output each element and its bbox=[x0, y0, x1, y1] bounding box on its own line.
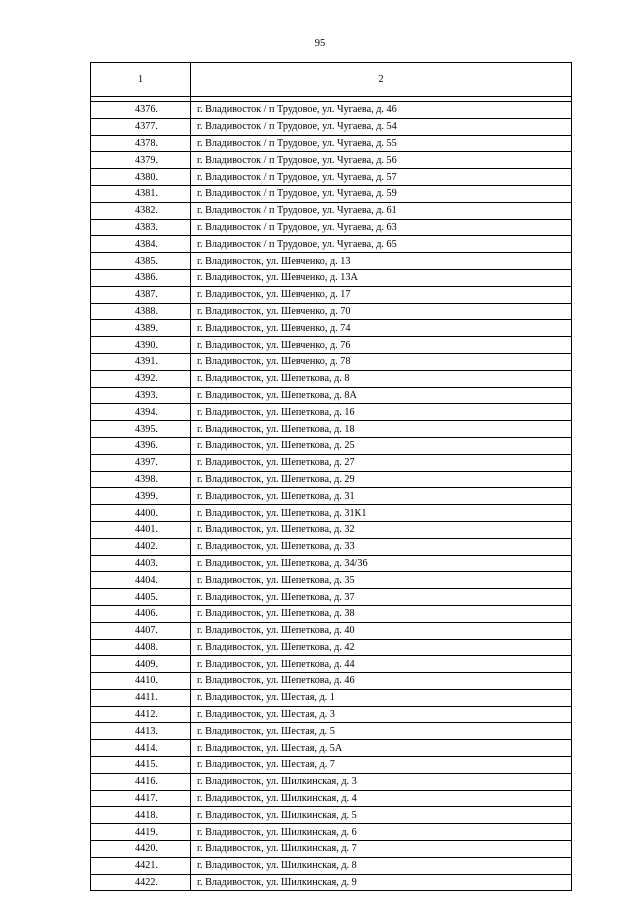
table-row bbox=[91, 236, 572, 253]
row-address: г. Владивосток, ул. Шепеткова, д. 8 bbox=[191, 370, 572, 387]
row-number: 4415. bbox=[91, 757, 191, 774]
table-row bbox=[91, 874, 572, 891]
row-address: г. Владивосток, ул. Шевченко, д. 13 bbox=[191, 253, 572, 270]
table-row bbox=[91, 538, 572, 555]
table-row bbox=[91, 169, 572, 186]
table-row bbox=[91, 404, 572, 421]
row-number: 4417. bbox=[91, 790, 191, 807]
table-header-row bbox=[91, 63, 572, 97]
row-address: г. Владивосток, ул. Шепеткова, д. 34/36 bbox=[191, 555, 572, 572]
row-number: 4397. bbox=[91, 454, 191, 471]
table-row bbox=[91, 353, 572, 370]
row-number: 4393. bbox=[91, 387, 191, 404]
row-address: г. Владивосток, ул. Шепеткова, д. 31К1 bbox=[191, 505, 572, 522]
row-number: 4386. bbox=[91, 269, 191, 286]
row-address: г. Владивосток, ул. Шепеткова, д. 33 bbox=[191, 538, 572, 555]
row-address: г. Владивосток, ул. Шестая, д. 7 bbox=[191, 757, 572, 774]
table-row bbox=[91, 118, 572, 135]
row-address: г. Владивосток, ул. Шепеткова, д. 8А bbox=[191, 387, 572, 404]
row-address: г. Владивосток, ул. Шевченко, д. 76 bbox=[191, 337, 572, 354]
table-row bbox=[91, 706, 572, 723]
row-address: г. Владивосток, ул. Шилкинская, д. 4 bbox=[191, 790, 572, 807]
table-row bbox=[91, 421, 572, 438]
row-address: г. Владивосток, ул. Шилкинская, д. 5 bbox=[191, 807, 572, 824]
row-address: г. Владивосток, ул. Шепеткова, д. 18 bbox=[191, 421, 572, 438]
row-address: г. Владивосток, ул. Шилкинская, д. 8 bbox=[191, 857, 572, 874]
row-address: г. Владивосток, ул. Шестая, д. 5 bbox=[191, 723, 572, 740]
row-address: г. Владивосток / п Трудовое, ул. Чугаева, д. 61 bbox=[191, 202, 572, 219]
table-row bbox=[91, 555, 572, 572]
row-number: 4380. bbox=[91, 169, 191, 186]
row-number: 4413. bbox=[91, 723, 191, 740]
row-address: г. Владивосток, ул. Шепеткова, д. 29 bbox=[191, 471, 572, 488]
row-address: г. Владивосток / п Трудовое, ул. Чугаева, д. 65 bbox=[191, 236, 572, 253]
row-number: 4378. bbox=[91, 135, 191, 152]
row-number: 4411. bbox=[91, 689, 191, 706]
row-number: 4402. bbox=[91, 538, 191, 555]
row-address: г. Владивосток, ул. Шилкинская, д. 6 bbox=[191, 824, 572, 841]
table-row bbox=[91, 824, 572, 841]
table-row bbox=[91, 185, 572, 202]
row-number: 4398. bbox=[91, 471, 191, 488]
table-row bbox=[91, 673, 572, 690]
table-row bbox=[91, 135, 572, 152]
page-number: 95 bbox=[314, 38, 326, 49]
row-address: г. Владивосток, ул. Шилкинская, д. 9 bbox=[191, 874, 572, 891]
row-number: 4404. bbox=[91, 572, 191, 589]
column-header-number: 1 bbox=[91, 63, 191, 97]
row-number: 4392. bbox=[91, 370, 191, 387]
table-row bbox=[91, 253, 572, 270]
table-row bbox=[91, 488, 572, 505]
table-row bbox=[91, 639, 572, 656]
row-address: г. Владивосток, ул. Шевченко, д. 70 bbox=[191, 303, 572, 320]
row-number: 4414. bbox=[91, 740, 191, 757]
row-address: г. Владивосток / п Трудовое, ул. Чугаева, д. 55 bbox=[191, 135, 572, 152]
row-address: г. Владивосток, ул. Шепеткова, д. 40 bbox=[191, 622, 572, 639]
row-address: г. Владивосток / п Трудовое, ул. Чугаева, д. 63 bbox=[191, 219, 572, 236]
table-row bbox=[91, 370, 572, 387]
row-number: 4406. bbox=[91, 605, 191, 622]
table-row bbox=[91, 572, 572, 589]
row-address: г. Владивосток, ул. Шевченко, д. 74 bbox=[191, 320, 572, 337]
row-number: 4422. bbox=[91, 874, 191, 891]
row-address: г. Владивосток / п Трудовое, ул. Чугаева, д. 46 bbox=[191, 102, 572, 119]
table-row bbox=[91, 757, 572, 774]
table-row bbox=[91, 857, 572, 874]
row-address: г. Владивосток, ул. Шепеткова, д. 42 bbox=[191, 639, 572, 656]
row-number: 4394. bbox=[91, 404, 191, 421]
row-number: 4399. bbox=[91, 488, 191, 505]
row-address: г. Владивосток, ул. Шепеткова, д. 32 bbox=[191, 521, 572, 538]
row-address: г. Владивосток, ул. Шилкинская, д. 7 bbox=[191, 841, 572, 858]
row-address: г. Владивосток / п Трудовое, ул. Чугаева, д. 54 bbox=[191, 118, 572, 135]
table-row bbox=[91, 723, 572, 740]
table-row bbox=[91, 286, 572, 303]
row-number: 4391. bbox=[91, 353, 191, 370]
row-number: 4412. bbox=[91, 706, 191, 723]
row-number: 4383. bbox=[91, 219, 191, 236]
row-number: 4419. bbox=[91, 824, 191, 841]
row-number: 4416. bbox=[91, 773, 191, 790]
row-number: 4381. bbox=[91, 185, 191, 202]
row-number: 4421. bbox=[91, 857, 191, 874]
row-number: 4401. bbox=[91, 521, 191, 538]
table-row bbox=[91, 454, 572, 471]
table-row bbox=[91, 269, 572, 286]
row-address: г. Владивосток, ул. Шепеткова, д. 37 bbox=[191, 589, 572, 606]
table-row bbox=[91, 152, 572, 169]
row-number: 4389. bbox=[91, 320, 191, 337]
table-row bbox=[91, 102, 572, 119]
row-address: г. Владивосток, ул. Шестая, д. 3 bbox=[191, 706, 572, 723]
row-number: 4400. bbox=[91, 505, 191, 522]
table-row bbox=[91, 303, 572, 320]
row-address: г. Владивосток, ул. Шестая, д. 5А bbox=[191, 740, 572, 757]
row-number: 4405. bbox=[91, 589, 191, 606]
table-row bbox=[91, 387, 572, 404]
table-row bbox=[91, 219, 572, 236]
table-row bbox=[91, 437, 572, 454]
row-number: 4407. bbox=[91, 622, 191, 639]
row-address: г. Владивосток, ул. Шепеткова, д. 44 bbox=[191, 656, 572, 673]
row-number: 4388. bbox=[91, 303, 191, 320]
row-number: 4385. bbox=[91, 253, 191, 270]
row-address: г. Владивосток, ул. Шевченко, д. 13А bbox=[191, 269, 572, 286]
row-address: г. Владивосток, ул. Шевченко, д. 17 bbox=[191, 286, 572, 303]
row-number: 4418. bbox=[91, 807, 191, 824]
row-address: г. Владивосток, ул. Шепеткова, д. 27 bbox=[191, 454, 572, 471]
row-number: 4377. bbox=[91, 118, 191, 135]
table-row bbox=[91, 337, 572, 354]
row-address: г. Владивосток, ул. Шепеткова, д. 25 bbox=[191, 437, 572, 454]
table-row bbox=[91, 505, 572, 522]
address-table bbox=[90, 62, 572, 891]
row-number: 4410. bbox=[91, 673, 191, 690]
table-row bbox=[91, 589, 572, 606]
row-number: 4403. bbox=[91, 555, 191, 572]
row-number: 4396. bbox=[91, 437, 191, 454]
table-row bbox=[91, 790, 572, 807]
row-address: г. Владивосток, ул. Шепеткова, д. 31 bbox=[191, 488, 572, 505]
row-number: 4409. bbox=[91, 656, 191, 673]
column-header-address: 2 bbox=[191, 63, 572, 97]
row-number: 4395. bbox=[91, 421, 191, 438]
table-row bbox=[91, 689, 572, 706]
row-address: г. Владивосток, ул. Шепеткова, д. 35 bbox=[191, 572, 572, 589]
table-row bbox=[91, 740, 572, 757]
row-number: 4408. bbox=[91, 639, 191, 656]
row-number: 4420. bbox=[91, 841, 191, 858]
row-address: г. Владивосток, ул. Шепеткова, д. 16 bbox=[191, 404, 572, 421]
table-row bbox=[91, 773, 572, 790]
row-address: г. Владивосток / п Трудовое, ул. Чугаева, д. 59 bbox=[191, 185, 572, 202]
row-address: г. Владивосток, ул. Шилкинская, д. 3 bbox=[191, 773, 572, 790]
row-number: 4387. bbox=[91, 286, 191, 303]
row-number: 4382. bbox=[91, 202, 191, 219]
row-address: г. Владивосток, ул. Шепеткова, д. 38 bbox=[191, 605, 572, 622]
table-row bbox=[91, 320, 572, 337]
table-row bbox=[91, 521, 572, 538]
row-number: 4376. bbox=[91, 102, 191, 119]
table-row bbox=[91, 841, 572, 858]
row-address: г. Владивосток, ул. Шепеткова, д. 46 bbox=[191, 673, 572, 690]
table-row bbox=[91, 622, 572, 639]
table-row bbox=[91, 807, 572, 824]
row-address: г. Владивосток / п Трудовое, ул. Чугаева, д. 57 bbox=[191, 169, 572, 186]
table-row bbox=[91, 656, 572, 673]
table-row bbox=[91, 471, 572, 488]
row-number: 4384. bbox=[91, 236, 191, 253]
table-row bbox=[91, 605, 572, 622]
table-row bbox=[91, 202, 572, 219]
row-number: 4379. bbox=[91, 152, 191, 169]
row-address: г. Владивосток, ул. Шевченко, д. 78 bbox=[191, 353, 572, 370]
row-number: 4390. bbox=[91, 337, 191, 354]
row-address: г. Владивосток, ул. Шестая, д. 1 bbox=[191, 689, 572, 706]
row-address: г. Владивосток / п Трудовое, ул. Чугаева, д. 56 bbox=[191, 152, 572, 169]
